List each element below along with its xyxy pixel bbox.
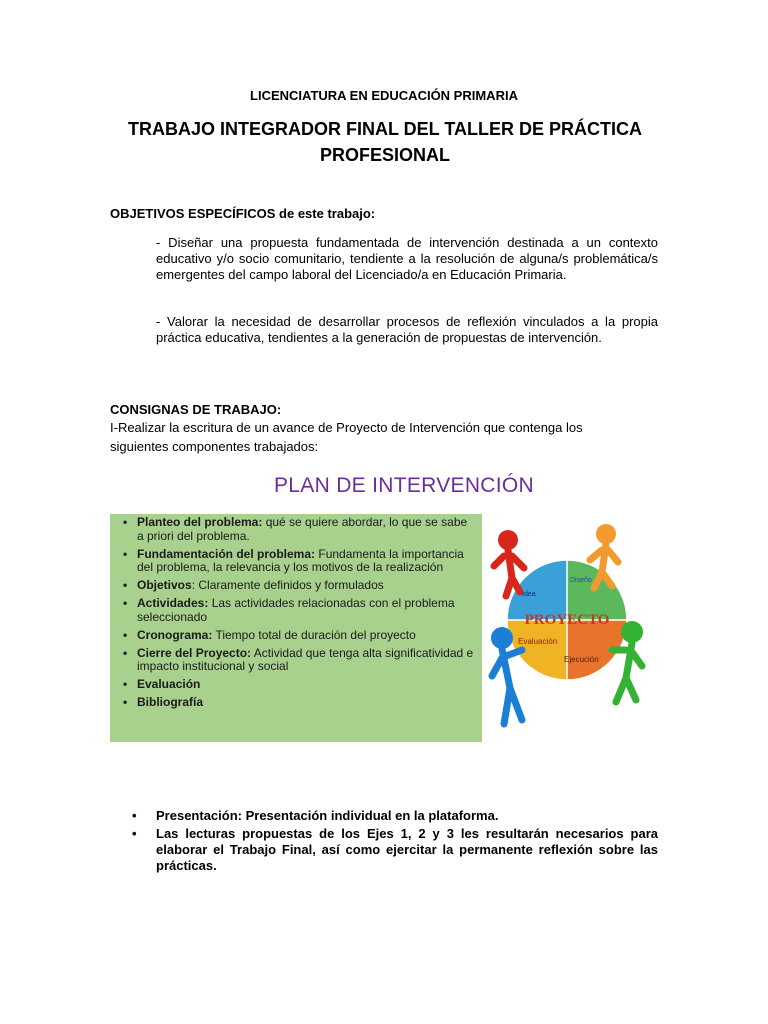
bottom-bullet: • Presentación: Presentación individual en la plataforma.: [130, 808, 658, 824]
plan-item: [123, 629, 476, 643]
bottom-bullet-list: [130, 808, 658, 876]
plan-item: [123, 647, 476, 674]
consignas-heading: CONSIGNAS DE TRABAJO:: [110, 402, 282, 417]
plan-item: [123, 696, 476, 710]
puzzle-label-execution: Ejecución: [564, 655, 599, 664]
objectives-heading: OBJETIVOS ESPECÍFICOS de este trabajo:: [110, 206, 376, 221]
plan-item-term: Fundamentación del problema:: [137, 546, 316, 561]
plan-title: PLAN DE INTERVENCIÓN: [274, 474, 534, 497]
plan-item-desc: Actividad que tenga alta significatividad e impacto institucional y social: [137, 645, 474, 673]
plan-item-term: Cierre del Proyecto:: [137, 645, 252, 660]
objective-item: - Valorar la necesidad de desarrollar procesos de reflexión vinculados a la propia práctica educativa, tendientes a la generación de propuestas de intervención.: [156, 314, 658, 345]
plan-item-desc: : Claramente definidos y formulados: [191, 578, 384, 592]
project-puzzle-illustration: [486, 520, 648, 750]
plan-item-term: Objetivos: [137, 578, 192, 592]
puzzle-label-evaluation: Evaluación: [518, 637, 558, 646]
plan-item-term: Cronograma:: [137, 627, 213, 642]
plan-item-desc: qué se quiere abordar, lo que se sabe a priori del problema.: [137, 515, 468, 543]
program-header: LICENCIATURA EN EDUCACIÓN PRIMARIA: [250, 88, 518, 103]
puzzle-label-idea: Idea: [522, 591, 536, 598]
document-title: TRABAJO INTEGRADOR FINAL DEL TALLER DE PRÁCTICA PROFESIONAL: [127, 119, 642, 165]
plan-item-desc: Tiempo total de duración del proyecto: [212, 627, 416, 642]
plan-item: [123, 516, 476, 543]
plan-item: [123, 548, 476, 575]
plan-item-term: Planteo del problema:: [137, 515, 263, 529]
plan-item-term: Actividades:: [137, 596, 209, 610]
plan-components-box: [110, 514, 482, 742]
plan-components-list: [110, 514, 482, 710]
plan-item: [123, 579, 476, 593]
plan-item-term: Evaluación: [137, 677, 201, 691]
plan-item-term: Bibliografía: [137, 695, 204, 709]
plan-item: [123, 597, 476, 624]
puzzle-center-label: PROYECTO: [524, 612, 610, 628]
consignas-text: I-Realizar la escritura de un avance de Proyecto de Intervención que contenga los siguientes componentes trabajados:: [110, 420, 583, 454]
plan-item: [123, 678, 476, 692]
objective-item: - Diseñar una propuesta fundamentada de intervención destinada a un contexto educativo y/o socio comunitario, tendiente a la resolución de alguna/s problemática/s emergentes del campo laboral del Licenciado/a en Educación Primaria.: [156, 235, 658, 282]
puzzle-label-design: Diseño: [570, 577, 592, 584]
plan-item-desc: Las actividades relacionadas con el problema seleccionado: [137, 596, 455, 624]
bottom-bullet: • Las lecturas propuestas de los Ejes 1, 2 y 3 les resultarán necesarios para elaborar el Trabajo Final, así como ejercitar la permanente reflexión sobre las prácticas.: [130, 826, 658, 874]
figure-red: [494, 530, 524, 596]
plan-item-desc: Fundamenta la importancia del problema, la relevancia y los motivos de la realización: [137, 546, 464, 574]
